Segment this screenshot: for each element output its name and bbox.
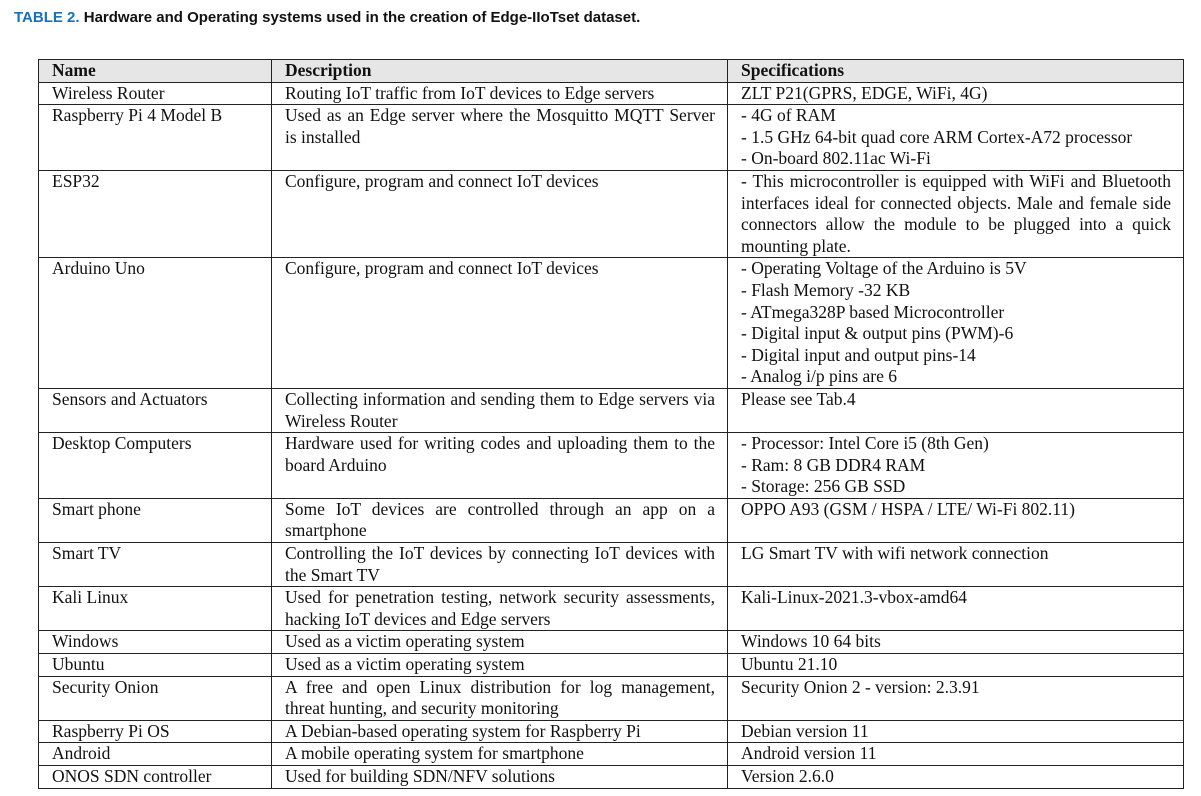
- cell-name: Windows: [39, 631, 272, 654]
- spec-line: - Processor: Intel Core i5 (8th Gen): [741, 433, 989, 454]
- table-row: [39, 654, 1184, 677]
- spec-line: - Digital input & output pins (PWM)-6: [741, 323, 1014, 344]
- cell-specifications: [728, 433, 1184, 499]
- table-row: [39, 82, 1184, 105]
- cell-name: Security Onion: [39, 676, 272, 720]
- spec-line: ZLT P21(GPRS, EDGE, WiFi, 4G): [741, 82, 988, 103]
- cell-description: Used for building SDN/NFV solutions: [272, 766, 728, 789]
- cell-specifications: [728, 82, 1184, 105]
- cell-description: A Debian-based operating system for Raspberry Pi: [272, 720, 728, 743]
- spec-line: - On-board 802.11ac Wi-Fi: [741, 148, 931, 169]
- cell-description: Some IoT devices are controlled through an app on a smartphone: [272, 498, 728, 542]
- cell-name: Desktop Computers: [39, 433, 272, 499]
- cell-specifications: [728, 388, 1184, 432]
- cell-name: Raspberry Pi OS: [39, 720, 272, 743]
- cell-description: Collecting information and sending them to Edge servers via Wireless Router: [272, 388, 728, 432]
- spec-line: - Digital input and output pins-14: [741, 344, 976, 365]
- cell-name: Sensors and Actuators: [39, 388, 272, 432]
- spec-line: LG Smart TV with wifi network connection: [741, 543, 1049, 564]
- cell-specifications: [728, 743, 1184, 766]
- table-row: [39, 170, 1184, 257]
- spec-line: - Operating Voltage of the Arduino is 5V: [741, 258, 1027, 279]
- cell-description: Configure, program and connect IoT devices: [272, 170, 728, 257]
- table-row: [39, 388, 1184, 432]
- spec-line: Ubuntu 21.10: [741, 654, 838, 675]
- spec-line: - 4G of RAM: [741, 105, 836, 126]
- spec-line: - 1.5 GHz 64-bit quad core ARM Cortex-A72 processor: [741, 126, 1133, 147]
- cell-description: Used as a victim operating system: [272, 654, 728, 677]
- spec-line: Security Onion 2 - version: 2.3.91: [741, 676, 980, 697]
- header-specifications: Specifications: [728, 60, 1184, 83]
- cell-description: Configure, program and connect IoT devices: [272, 258, 728, 389]
- cell-specifications: [728, 543, 1184, 587]
- table-row: [39, 766, 1184, 789]
- cell-name: Kali Linux: [39, 587, 272, 631]
- spec-line: - ATmega328P based Microcontroller: [741, 301, 1005, 322]
- cell-name: Ubuntu: [39, 654, 272, 677]
- cell-description: Hardware used for writing codes and uploading them to the board Arduino: [272, 433, 728, 499]
- spec-line: Kali-Linux-2021.3-vbox-amd64: [741, 587, 967, 608]
- cell-name: ESP32: [39, 170, 272, 257]
- header-name: Name: [39, 60, 272, 83]
- spec-line: Please see Tab.4: [741, 388, 856, 409]
- cell-name: Android: [39, 743, 272, 766]
- cell-specifications: [728, 498, 1184, 542]
- spec-line: OPPO A93 (GSM / HSPA / LTE/ Wi-Fi 802.11): [741, 498, 1075, 519]
- spec-line: Version 2.6.0: [741, 766, 834, 786]
- cell-name: Smart TV: [39, 543, 272, 587]
- cell-description: Routing IoT traffic from IoT devices to Edge servers: [272, 82, 728, 105]
- spec-line: - This microcontroller is equipped with WiFi and Bluetooth interfaces ideal for connected objects. Male and female side connectors allow the module to be plugged into a quick mounting plate.: [741, 170, 1171, 256]
- table-row: [39, 676, 1184, 720]
- table-row: [39, 105, 1184, 171]
- spec-line: - Storage: 256 GB SSD: [741, 476, 906, 497]
- cell-specifications: [728, 676, 1184, 720]
- cell-name: ONOS SDN controller: [39, 766, 272, 789]
- table-row: [39, 258, 1184, 389]
- spec-line: Windows 10 64 bits: [741, 631, 881, 652]
- cell-specifications: [728, 631, 1184, 654]
- spec-line: Debian version 11: [741, 720, 869, 741]
- table-header-row: [39, 60, 1184, 83]
- table-row: [39, 631, 1184, 654]
- hardware-os-table: [38, 59, 1184, 789]
- table-body: [39, 82, 1184, 788]
- spec-line: - Ram: 8 GB DDR4 RAM: [741, 454, 926, 475]
- table-row: [39, 720, 1184, 743]
- table-row: [39, 543, 1184, 587]
- cell-name: Arduino Uno: [39, 258, 272, 389]
- cell-specifications: [728, 170, 1184, 257]
- cell-description: Used for penetration testing, network security assessments, hacking IoT devices and Edge servers: [272, 587, 728, 631]
- table-caption-title: Hardware and Operating systems used in the creation of Edge-IIoTset dataset.: [83, 9, 641, 26]
- spec-line: - Flash Memory -32 KB: [741, 279, 911, 300]
- cell-description: A mobile operating system for smartphone: [272, 743, 728, 766]
- cell-description: Controlling the IoT devices by connecting IoT devices with the Smart TV: [272, 543, 728, 587]
- cell-name: Wireless Router: [39, 82, 272, 105]
- cell-description: Used as an Edge server where the Mosquitto MQTT Server is installed: [272, 105, 728, 171]
- cell-specifications: [728, 766, 1184, 789]
- cell-specifications: [728, 720, 1184, 743]
- cell-description: Used as a victim operating system: [272, 631, 728, 654]
- cell-specifications: [728, 105, 1184, 171]
- table-row: [39, 743, 1184, 766]
- spec-line: Android version 11: [741, 743, 877, 764]
- cell-description: A free and open Linux distribution for log management, threat hunting, and security monitoring: [272, 676, 728, 720]
- cell-specifications: [728, 587, 1184, 631]
- header-description: Description: [272, 60, 728, 83]
- cell-specifications: [728, 654, 1184, 677]
- table-row: [39, 498, 1184, 542]
- table-row: [39, 587, 1184, 631]
- cell-name: Smart phone: [39, 498, 272, 542]
- table-row: [39, 433, 1184, 499]
- cell-name: Raspberry Pi 4 Model B: [39, 105, 272, 171]
- spec-line: - Analog i/p pins are 6: [741, 366, 898, 387]
- table-caption: [14, 9, 640, 26]
- cell-specifications: [728, 258, 1184, 389]
- table-caption-label: TABLE 2.: [14, 9, 80, 26]
